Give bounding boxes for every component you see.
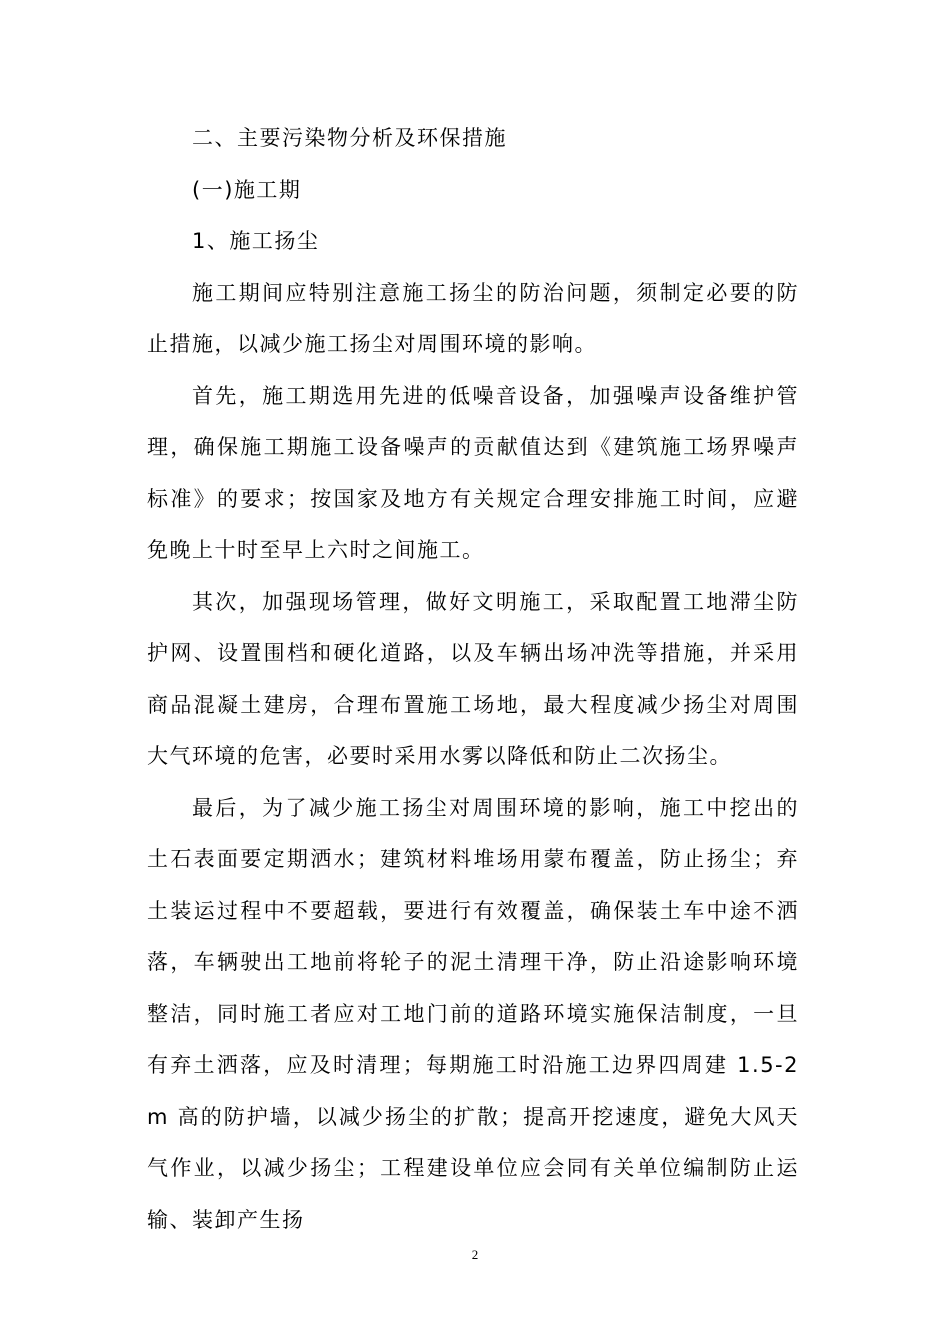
page-number: 2 [471, 1247, 479, 1262]
paragraph-second: 其次，加强现场管理，做好文明施工，采取配置工地滞尘防护网、设置围档和硬化道路，以及车辆出场冲洗等措施，并采用商品混凝土建房，合理布置施工场地，最大程度减少扬尘对周围大气环境的危害，必要时采用水雾以降低和防止二次扬尘。 [147, 589, 799, 768]
subsection-heading: (一)施工期 [192, 177, 302, 202]
item-heading: 1、施工扬尘 [192, 229, 320, 253]
section-heading: 二、主要污染物分析及环保措施 [192, 126, 507, 150]
document-body [147, 113, 799, 1246]
paragraph-first: 首先，施工期选用先进的低噪音设备，加强噪声设备维护管理，确保施工期施工设备噪声的贡献值达到《建筑施工场界噪声标准》的要求；按国家及地方有关规定合理安排施工时间，应避免晚上十时至早上六时之间施工。 [147, 383, 799, 562]
paragraph-last: 最后，为了减少施工扬尘对周围环境的影响，施工中挖出的土石表面要定期洒水；建筑材料堆场用蒙布覆盖，防止扬尘；弃土装运过程中不要超载，要进行有效覆盖，确保装土车中途不洒落，车辆驶出工地前将轮子的泥土清理干净，防止沿途影响环境整洁，同时施工者应对工地门前的道路环境实施保洁制度，一旦有弃土洒落，应及时清理；每期施工时沿施工边界四周建 1.5-2m 高的防护墙，以减少扬尘的扩散；提高开挖速度，避免大风天气作业，以减少扬尘；工程建设单位应会同有关单位编制防止运输、装卸产生扬 [147, 795, 799, 1232]
paragraph-intro: 施工期间应特别注意施工扬尘的防治问题，须制定必要的防止措施，以减少施工扬尘对周围环境的影响。 [147, 280, 799, 356]
